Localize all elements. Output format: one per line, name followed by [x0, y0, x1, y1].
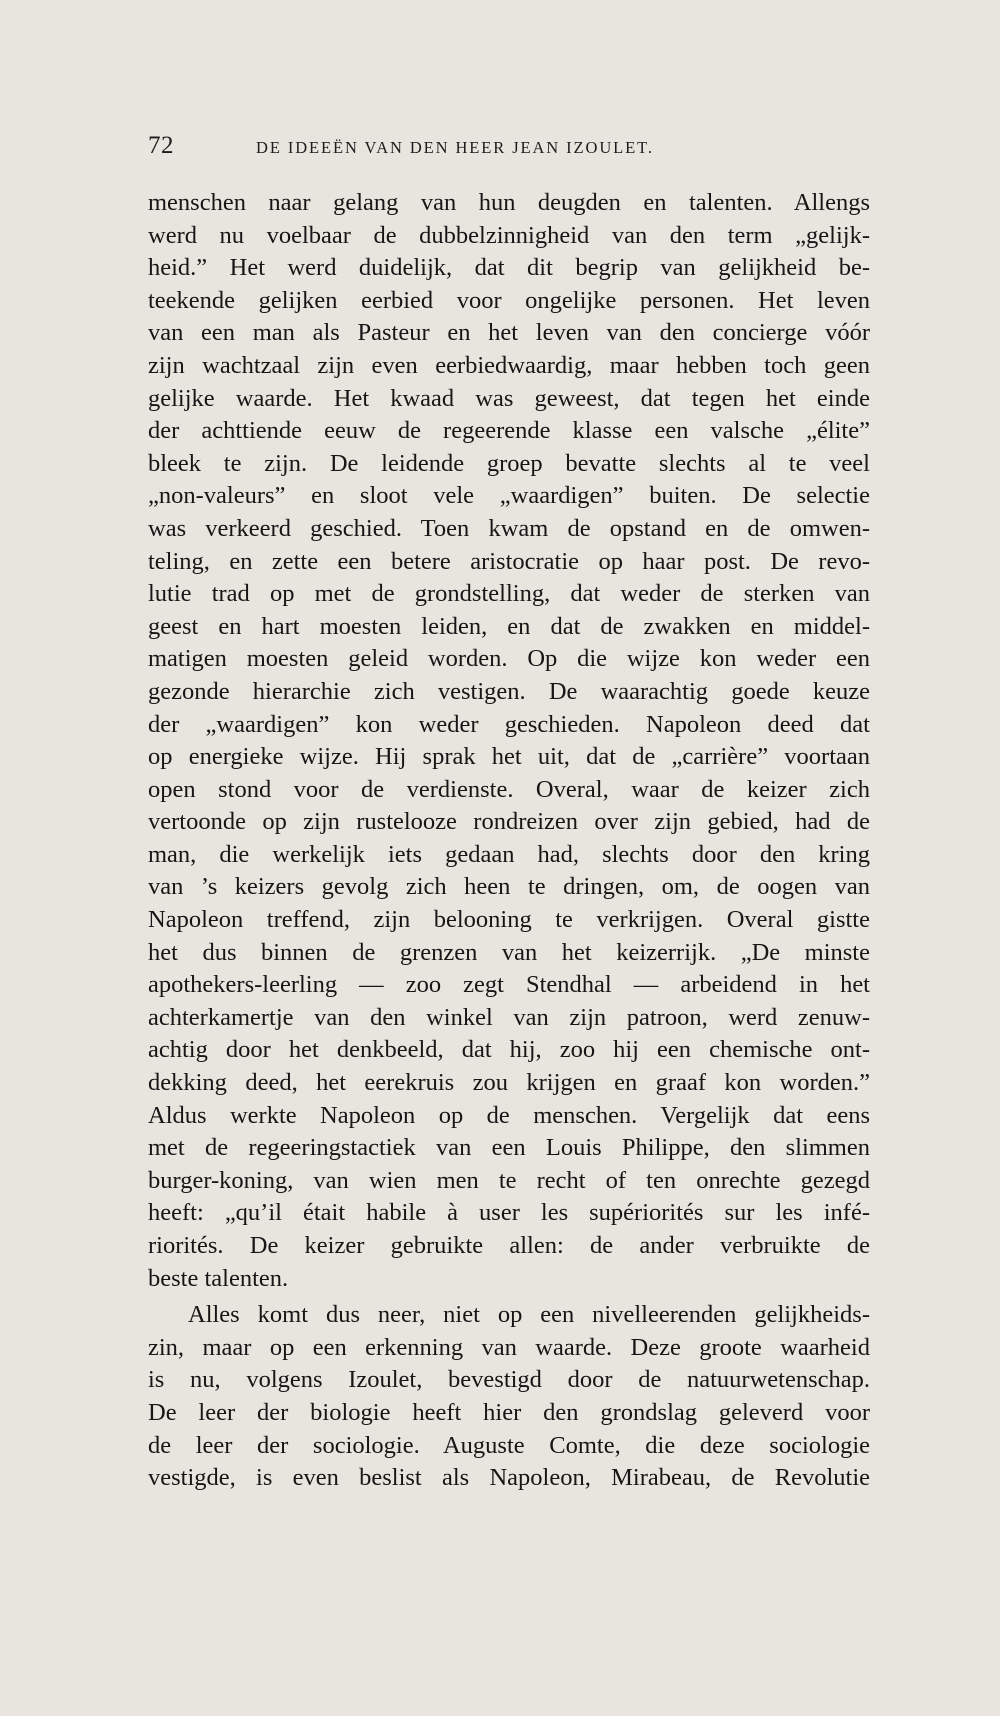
text-line: burger-koning, van wien men te recht of ten onrechte gezegd	[148, 1166, 870, 1194]
text-line: matigen moesten geleid worden. Op die wijze kon weder een	[148, 645, 870, 673]
text-line: De leer der biologie heeft hier den grondslag geleverd voor	[148, 1398, 870, 1426]
text-line: der „waardigen” kon weder geschieden. Napoleon deed dat	[148, 710, 870, 738]
text-line: gelijke waarde. Het kwaad was geweest, dat tegen het einde	[148, 384, 870, 412]
text-line: zijn wachtzaal zijn even eerbiedwaardig, maar hebben toch geen	[148, 351, 870, 379]
paragraph-2	[148, 1299, 870, 1495]
text-line: riorités. De keizer gebruikte allen: de ander verbruikte de	[148, 1232, 870, 1259]
text-line: menschen naar gelang van hun deugden en talenten. Allengs	[148, 189, 870, 216]
text-line: werd nu voelbaar de dubbelzinnigheid van den term „gelijk-	[148, 221, 870, 249]
text-line: apothekers-leerling — zoo zegt Stendhal — arbeidend in het	[148, 971, 870, 999]
text-line: met de regeeringstactiek van een Louis Philippe, den slimmen	[148, 1134, 870, 1162]
page-header	[148, 132, 758, 172]
text-line: open stond voor de verdienste. Overal, waar de keizer zich	[148, 775, 870, 803]
body-text	[148, 187, 870, 1495]
text-line: teekende gelijken eerbied voor ongelijke personen. Het leven	[148, 286, 870, 314]
text-line: vestigde, is even beslist als Napoleon, Mirabeau, de Revolutie	[148, 1464, 870, 1492]
text-line: het dus binnen de grenzen van het keizerrijk. „De minste	[148, 938, 870, 966]
running-head: DE IDEEËN VAN DEN HEER JEAN IZOULET.	[256, 138, 654, 157]
text-line: dekking deed, het eerekruis zou krijgen en graaf kon worden.”	[148, 1069, 870, 1097]
text-line: Napoleon treffend, zijn belooning te verkrijgen. Overal gistte	[148, 906, 870, 934]
text-line: vertoonde op zijn rustelooze rondreizen over zijn gebied, had de	[148, 808, 870, 836]
text-line: de leer der sociologie. Auguste Comte, die deze sociologie	[148, 1431, 870, 1459]
text-line: is nu, volgens Izoulet, bevestigd door de natuurwetenschap.	[148, 1366, 870, 1394]
text-line: Alles komt dus neer, niet op een nivelleerenden gelijkheids-	[188, 1301, 870, 1329]
text-line: achtig door het denkbeeld, dat hij, zoo hij een chemische ont-	[148, 1036, 870, 1064]
text-line: bleek te zijn. De leidende groep bevatte slechts al te veel	[148, 449, 870, 477]
text-line: van een man als Pasteur en het leven van den concierge vóór	[148, 319, 870, 347]
text-line: geest en hart moesten leiden, en dat de zwakken en middel-	[148, 612, 870, 640]
text-line: op energieke wijze. Hij sprak het uit, dat de „carrière” voortaan	[148, 743, 870, 771]
text-line: lutie trad op met de grondstelling, dat weder de sterken van	[148, 580, 870, 608]
text-line: beste talenten.	[148, 1264, 289, 1292]
text-line: heeft: „qu’il était habile à user les supériorités sur les infé-	[148, 1199, 870, 1227]
paragraph-1	[148, 187, 870, 1295]
text-line: was verkeerd geschied. Toen kwam de opstand en de omwen-	[148, 514, 870, 542]
text-line: teling, en zette een betere aristocratie op haar post. De revo-	[148, 547, 870, 575]
text-line: gezonde hierarchie zich vestigen. De waarachtig goede keuze	[148, 677, 870, 705]
text-line: der achttiende eeuw de regeerende klasse een valsche „élite”	[148, 417, 870, 445]
page-number: 72	[148, 132, 174, 159]
text-line: „non-valeurs” en sloot vele „waardigen” buiten. De selectie	[148, 482, 870, 510]
text-line: zin, maar op een erkenning van waarde. Deze groote waarheid	[148, 1333, 870, 1361]
text-line: Aldus werkte Napoleon op de menschen. Vergelijk dat eens	[148, 1101, 870, 1129]
text-line: man, die werkelijk iets gedaan had, slechts door den kring	[148, 840, 870, 868]
text-line: achterkamertje van den winkel van zijn patroon, werd zenuw-	[148, 1003, 870, 1031]
text-line: van ’s keizers gevolg zich heen te dringen, om, de oogen van	[148, 873, 870, 901]
text-line: heid.” Het werd duidelijk, dat dit begrip van gelijkheid be-	[148, 254, 870, 282]
